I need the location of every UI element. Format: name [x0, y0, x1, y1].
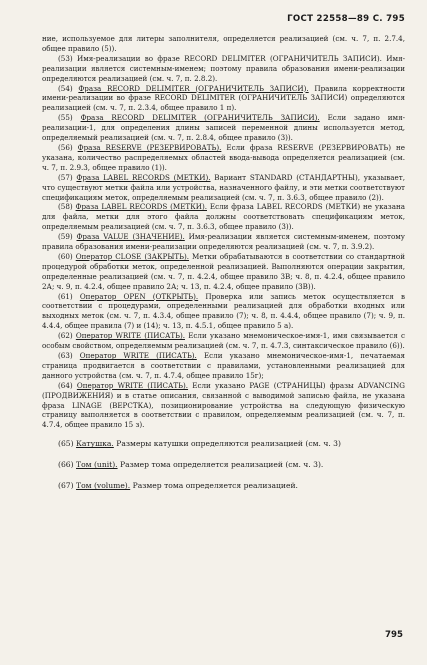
text-run: Если указано мнемоническое-имя-1, имя связывается с особым свойством, определяемым реализацией (см. ч. 7, п. 4.7.3, синтаксическое правило (6)). — [42, 331, 405, 351]
text-run: (59) — [58, 232, 77, 242]
underlined-term: Фраза RESERVE (РЕЗЕРВИРОВАТЬ). — [77, 142, 222, 152]
underlined-term: Фраза RECORD DELIMITER (ОГРАНИЧИТЕЛЬ ЗАПИСИ). — [80, 113, 320, 123]
underlined-term: Том (volume). — [76, 481, 131, 491]
term-item — [42, 438, 405, 449]
body-text — [42, 34, 405, 430]
text-run: (60) — [58, 251, 76, 261]
paragraph — [42, 202, 405, 232]
paragraph — [42, 252, 405, 292]
text-run: (64) — [58, 380, 77, 390]
term-item — [42, 459, 405, 470]
text-run: Размер тома определяется реализацией (см. ч. 3). — [117, 460, 324, 470]
text-run: (57) — [58, 172, 77, 182]
text-run: Если указано PAGE (СТРАНИЦЫ) фразы ADVANCING (ПРОДВИЖЕНИЯ) и в статье описания, связанной с выводимой записью файла, не указана фраза LINAGE (ВЕРСТКА), позиционирование устройства на следующую физическую страницу выполняется в соответствии с правилом, определяемым реализацией (см. ч. 7, п. 4.7.4, общее правило 15 з). — [42, 380, 405, 430]
text-run: Вариант STANDARD (СТАНДАРТНЫ), указывает, что существуют метки файла или устройства, назначенного файлу, и эти метки соответствуют спецификациям меток, определяемым реализацией (см. ч. 7, п. 3.6.3, общее правило (2)). — [42, 172, 405, 202]
text-run: (66) — [58, 460, 77, 470]
text-run: Если фраза RESERVE (РЕЗЕРВИРОВАТЬ) не указана, количество распределяемых областей ввода-вывода определяется реализацией (см. ч. 7, п. 2.9.3, общее правило (1)). — [42, 142, 405, 172]
text-run: (58) — [58, 202, 76, 212]
underlined-term: Оператор WRITE (ПИСАТЬ). — [79, 351, 197, 360]
text-run: Метки обрабатываются в соответствии со стандартной процедурой обработки меток, определенной реализацией. Выполняются операции закрытия, определенные реализацией (см. ч. 7, п. 4.2.4, общее правило 3В; ч. 8, п. 4.2.4, общее правило 2А; ч. 9, п. 4.2.4, общее правило 2А; ч. 13, п. 4.2.4, общее правило (3В)). — [42, 251, 405, 291]
text-run: Проверка или запись меток осуществляется в соответствии с процедурами, определенными реализацией для обработки входных или выходных меток (см. ч. 7, п. 4.3.4, общее правило (7); ч. 8, п. 4.4.4, общее правило (7); ч. 9, п. 4.4.4, общее правила (7) и (14); ч. 13, п. 4.5.1, общее правило 5 а). — [42, 291, 405, 331]
text-run: Размеры катушки определяются реализацией (см. ч. 3) — [113, 439, 341, 449]
paragraph — [42, 292, 405, 332]
paragraph — [42, 232, 405, 252]
text-run: Если фраза LABEL RECORDS (МЕТКИ) не указана для файла, метки для этого файла должны соответствовать спецификациям меток, определяемым реализацией (см. ч. 7, п. 3.6.3, общее правило (3)). — [42, 202, 405, 232]
text-run: Правила корректности имени-реализации во фразе RECORD DELIMITER (ОГРАНИЧИТЕЛЬ ЗАПИСИ) определяются реализацией (см. ч. 7, п. 2.3.4, общее правило 1 п). — [42, 83, 405, 113]
paragraph — [42, 113, 405, 143]
text-run: (67) — [58, 481, 77, 491]
term-item — [42, 480, 405, 491]
paragraph — [42, 84, 405, 114]
text-run: Если задано имя-реализации-1, для определения длины записей переменной длины используется метод, определяемый реализацией (см. ч. 7, п. 2.8.4, общее правило (3)). — [42, 113, 405, 143]
text-run: (62) — [58, 331, 76, 341]
underlined-term: Катушка. — [76, 439, 114, 449]
paragraph — [42, 331, 405, 351]
text-run: (65) — [58, 439, 77, 449]
underlined-term: Фраза RECORD DELIMITER (ОГРАНИЧИТЕЛЬ ЗАПИСИ). — [78, 83, 309, 93]
text-run: ние, используемое для литеры заполнителя, определяется реализацией (см. ч. 7, п. 2.7.4, общее правило (5)). — [42, 34, 405, 53]
page-header: ГОСТ 22558—89 С. 795 — [287, 14, 405, 24]
text-run: (61) — [58, 291, 80, 301]
paragraph — [42, 173, 405, 203]
text-run: (63) — [58, 351, 80, 360]
underlined-term: Оператор WRITE (ПИСАТЬ). — [76, 380, 189, 390]
page-number: 795 — [385, 630, 403, 640]
underlined-term: Фраза LABEL RECORDS (МЕТКИ). — [75, 202, 207, 212]
underlined-term: Оператор WRITE (ПИСАТЬ). — [75, 331, 185, 341]
text-run: (55) — [58, 113, 81, 123]
underlined-term: Фраза LABEL RECORDS (МЕТКИ). — [76, 172, 211, 182]
term-list — [42, 438, 405, 491]
underlined-term: Оператор OPEN (ОТКРЫТЬ). — [79, 291, 199, 301]
paragraph — [42, 34, 405, 54]
text-run: (53) Имя-реализации во фразе RECORD DELIMITER (ОГРАНИЧИТЕЛЬ ЗАПИСИ). Имя-реализации является системным-именем; поэтому правила образования имени-реализации определяются реализацией (см. ч. 7, п. 2.8.2). — [42, 53, 405, 83]
paragraph — [42, 381, 405, 431]
text-run: Имя-реализации является системным-именем, поэтому правила образования имени-реализации определяются реализацией (см. ч. 7, п. 3.9.2). — [42, 232, 405, 252]
paragraph — [42, 54, 405, 84]
paragraph — [42, 143, 405, 173]
text-run: (54) — [58, 83, 79, 93]
underlined-term: Оператор CLOSE (ЗАКРЫТЬ). — [75, 251, 190, 261]
underlined-term: Том (unit). — [76, 460, 118, 470]
paragraph — [42, 351, 405, 381]
text-run: (56) — [58, 142, 78, 152]
text-run: Размер тома определяется реализацией. — [130, 481, 298, 491]
underlined-term: Фраза VALUE (ЗНАЧЕНИЕ). — [76, 232, 185, 242]
text-run: Если указано мнемоническое-имя-1, печатаемая страница продвигается в соответствии с правилами, установленными реализацией для данного устройства (см. ч. 7, п. 4.7.4, общее правило 15г); — [42, 351, 405, 380]
